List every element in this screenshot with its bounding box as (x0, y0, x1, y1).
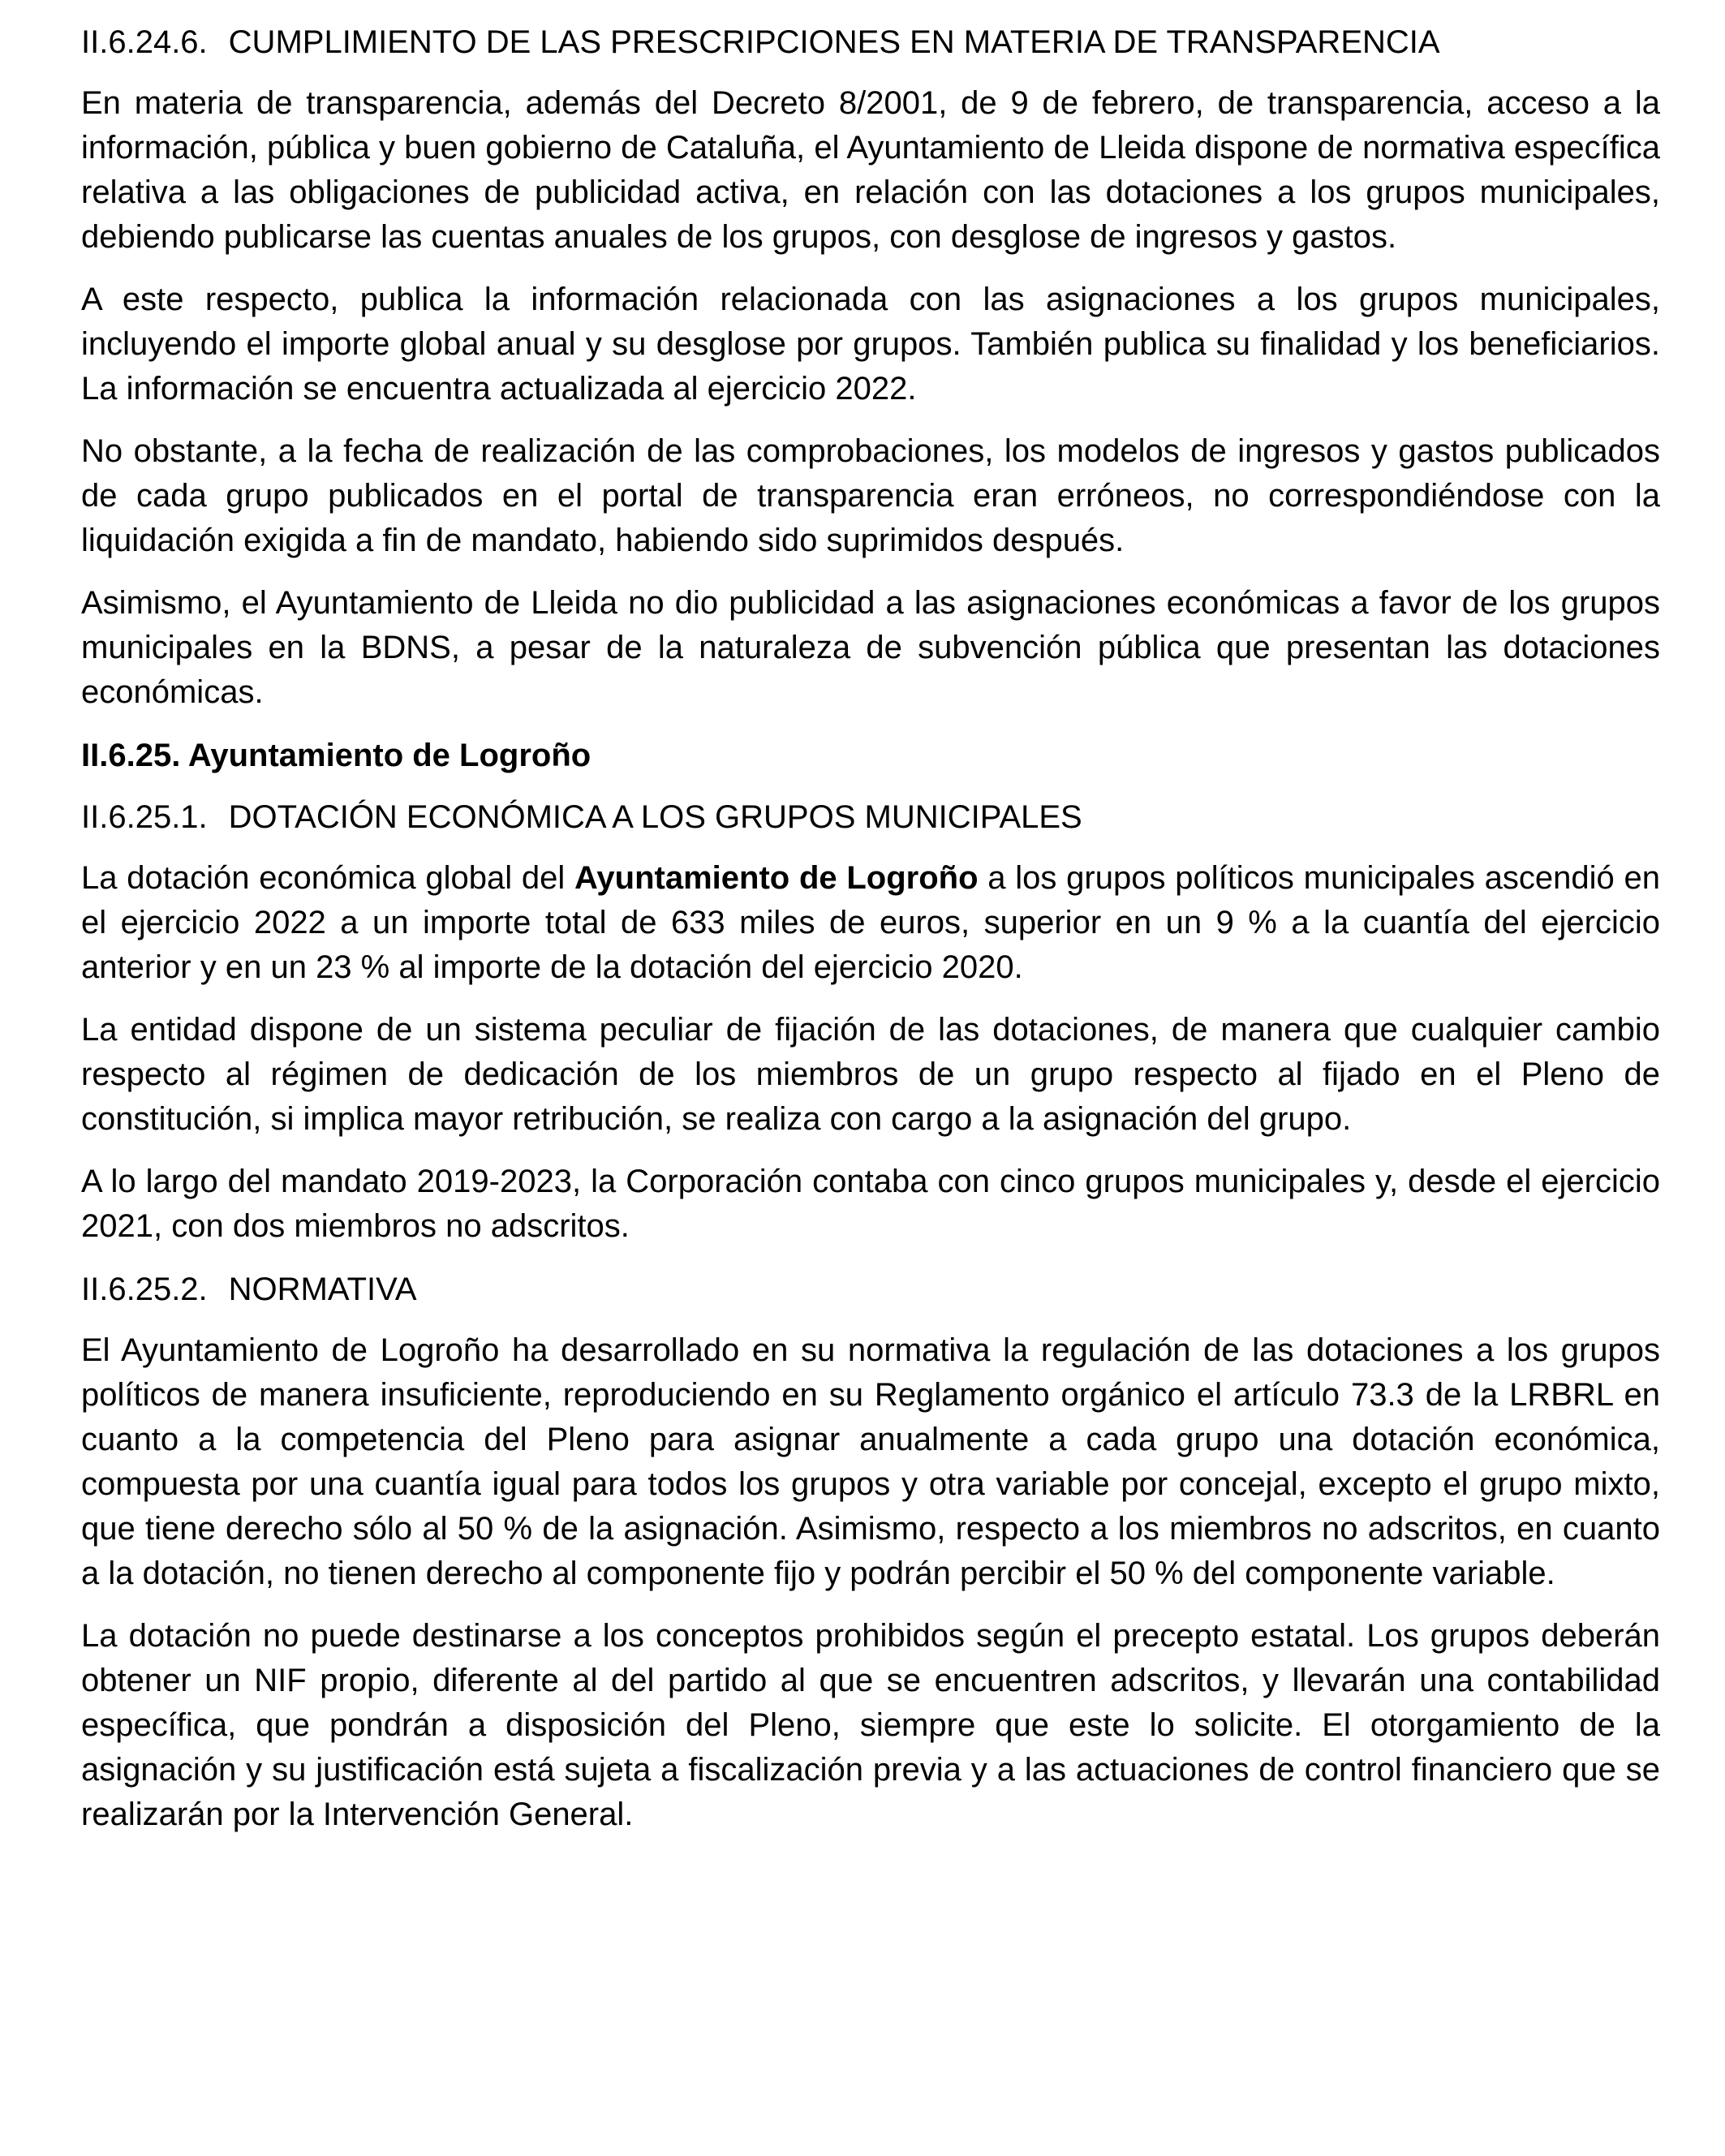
section-heading-normativa (81, 1267, 1660, 1312)
section-title: CUMPLIMIENTO DE LAS PRESCRIPCIONES EN MATERIA DE TRANSPARENCIA (228, 24, 1440, 60)
paragraph-modelos-erroneos: No obstante, a la fecha de realización de las comprobaciones, los modelos de ingresos y gastos publicados de cada grupo publicados en el portal de transparencia eran erróneos, no correspondiéndose con la liquidación exigida a fin de mandato, habiendo sido suprimidos después. (81, 433, 1660, 558)
paragraph-mandato-grupos: A lo largo del mandato 2019-2023, la Corporación contaba con cinco grupos municipales y, desde el ejercicio 2021, con dos miembros no adscritos. (81, 1164, 1660, 1244)
bold-entity-name: Ayuntamiento de Logroño (574, 860, 979, 896)
paragraph-transparencia-normativa: En materia de transparencia, además del Decreto 8/2001, de 9 de febrero, de transparencia, acceso a la información, pública y buen gobierno de Cataluña, el Ayuntamiento de Lleida dispone de normativa específica relativa a las obligaciones de publicidad activa, en relación con las dotaciones a los grupos municipales, debiendo publicarse las cuentas anuales de los grupos, con desglose de ingresos y gastos. (81, 85, 1660, 255)
section-number: II.6.25.2. (81, 1272, 208, 1307)
text-run: La dotación económica global del (81, 860, 575, 896)
document-page (81, 19, 1660, 1855)
section-heading-transparencia (81, 19, 1660, 65)
section-title: DOTACIÓN ECONÓMICA A LOS GRUPOS MUNICIPALES (228, 799, 1082, 835)
section-number: II.6.25.1. (81, 799, 208, 835)
paragraph-publicacion-informacion: A este respecto, publica la información relacionada con las asignaciones a los grupos municipales, incluyendo el importe global anual y su desglose por grupos. También publica su finalidad y los beneficiarios. La información se encuentra actualizada al ejercicio 2022. (81, 282, 1660, 407)
section-heading-dotacion (81, 794, 1660, 840)
text-run: a los grupos políticos municipales ascendió en el ejercicio 2022 a un importe total de 633 miles de euros, superior en un 9 % a la cuantía del ejercicio anterior y en un 23 % al importe de la dotación del ejercicio 2020. (81, 860, 1660, 985)
section-heading-logrono: II.6.25. Ayuntamiento de Logroño (81, 738, 591, 773)
paragraph-normativa-regulacion: El Ayuntamiento de Logroño ha desarrollado en su normativa la regulación de las dotaciones a los grupos políticos de manera insuficiente, reproduciendo en su Reglamento orgánico el artículo 73.3 de la LRBRL en cuanto a la competencia del Pleno para asignar anualmente a cada grupo una dotación económica, compuesta por una cuantía igual para todos los grupos y otra variable por concejal, excepto el grupo mixto, que tiene derecho sólo al 50 % de la asignación. Asimismo, respecto a los miembros no adscritos, en cuanto a la dotación, no tienen derecho al componente fijo y podrán percibir el 50 % del componente variable. (81, 1332, 1660, 1591)
section-title: NORMATIVA (228, 1272, 417, 1307)
paragraph-bdns: Asimismo, el Ayuntamiento de Lleida no dio publicidad a las asignaciones económicas a favor de los grupos municipales en la BDNS, a pesar de la naturaleza de subvención pública que presentan las dotaciones económicas. (81, 585, 1660, 710)
paragraph-conceptos-prohibidos: La dotación no puede destinarse a los conceptos prohibidos según el precepto estatal. Los grupos deberán obtener un NIF propio, diferente al del partido al que se encuentren adscritos, y llevarán una contabilidad específica, que pondrán a disposición del Pleno, siempre que este lo solicite. El otorgamiento de la asignación y su justificación está sujeta a fiscalización previa y a las actuaciones de control financiero que se realizarán por la Intervención General. (81, 1618, 1660, 1832)
paragraph-dotacion-global (81, 856, 1660, 990)
section-number: II.6.24.6. (81, 24, 208, 60)
paragraph-sistema-fijacion: La entidad dispone de un sistema peculiar de fijación de las dotaciones, de manera que cualquier cambio respecto al régimen de dedicación de los miembros de un grupo respecto al fijado en el Pleno de constitución, si implica mayor retribución, se realiza con cargo a la asignación del grupo. (81, 1012, 1660, 1137)
